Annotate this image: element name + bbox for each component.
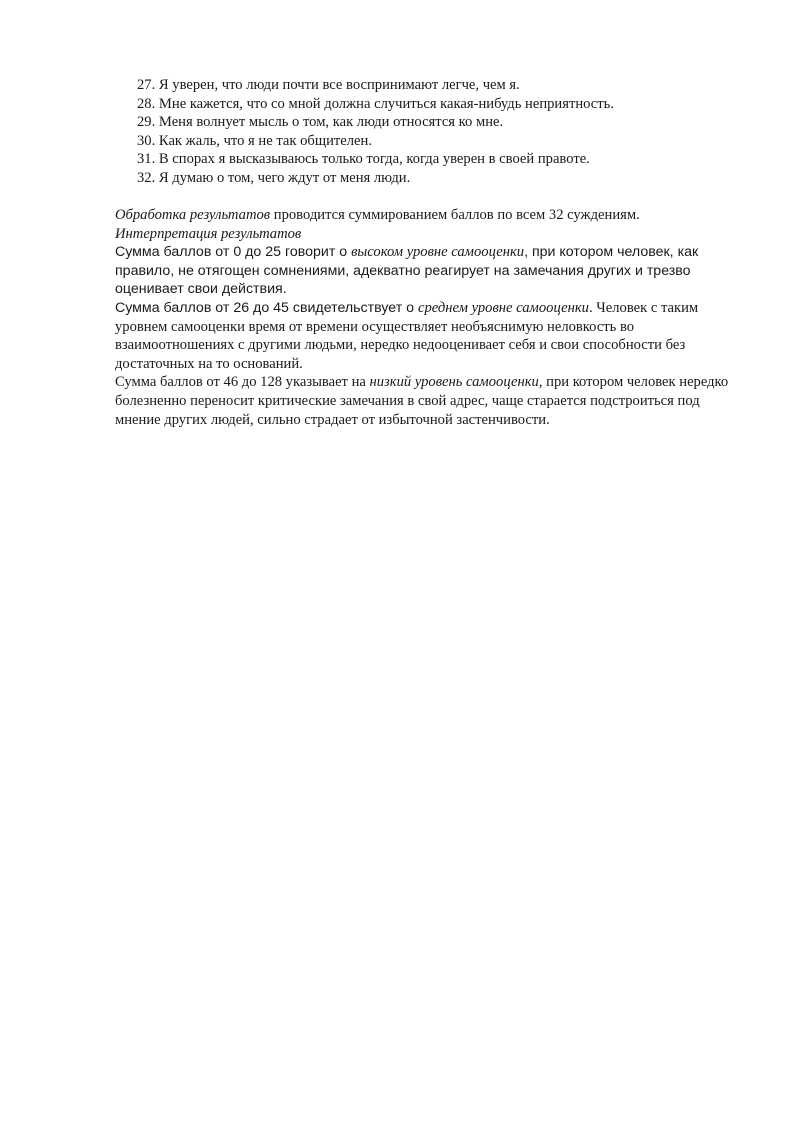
medium-level-paragraph <box>115 299 740 373</box>
item-number: 27. <box>137 77 156 93</box>
low-level-suffix: , при котором человек нередко болезненно переносит критические замечания в свой адрес, чаще старается подстроиться под мнение других людей, сильно страдает от избыточной застенчивости. <box>115 374 729 428</box>
item-number: 28. <box>137 95 156 112</box>
list-item <box>115 113 735 132</box>
low-level-term: низкий уровень самооценки <box>369 374 539 391</box>
low-level-prefix: Сумма баллов от 46 до 128 указывает на <box>115 374 370 391</box>
low-level-paragraph <box>115 373 740 429</box>
medium-level-term: среднем уровне самооценки <box>418 299 589 316</box>
item-number: 31. <box>137 151 156 168</box>
list-item <box>115 150 735 169</box>
high-level-prefix: Сумма баллов от 0 до 25 говорит о <box>115 244 352 261</box>
medium-level-suffix: . Человек с таким уровнем самооценки время от времени осуществляет необъяснимую неловкость во взаимоотношениях с другими людьми, нередко недооценивает себя и свои способности без достаточных на то оснований. <box>115 299 699 372</box>
question-list <box>115 76 735 188</box>
high-level-suffix: , при котором человек, как правило, не отягощен сомнениями, адекватно реагирует на замечания других и трезво оценивает свои действия. <box>115 244 699 298</box>
interpretation-heading <box>115 225 740 244</box>
list-item <box>115 95 735 114</box>
item-text: Меня волнует мысль о том, как люди относятся ко мне. <box>158 114 504 131</box>
item-text: Мне кажется, что со мной должна случиться какая-нибудь неприятность. <box>158 95 614 112</box>
item-text: В спорах я высказываюсь только тогда, когда уверен в своей правоте. <box>158 151 590 168</box>
list-item <box>115 169 735 188</box>
high-level-paragraph <box>115 243 740 299</box>
list-item <box>115 132 735 151</box>
high-level-term: высоком уровне самооценки <box>351 244 525 261</box>
processing-paragraph <box>115 206 740 225</box>
item-text: Я уверен, что люди почти все воспринимают легче, чем я. <box>158 77 520 93</box>
medium-level-prefix: Сумма баллов от 26 до 45 свидетельствует о <box>115 299 418 316</box>
processing-text: проводится суммированием баллов по всем 32 суждениям. <box>270 207 640 223</box>
item-text: Как жаль, что я не так общителен. <box>158 132 372 149</box>
item-number: 32. <box>137 169 156 186</box>
item-number: 29. <box>137 114 156 131</box>
item-text: Я думаю о том, чего ждут от меня люди. <box>158 169 411 186</box>
interpretation-title: Интерпретация результатов <box>115 225 302 242</box>
list-item <box>115 76 735 95</box>
results-section <box>115 206 740 429</box>
processing-label: Обработка результатов <box>115 207 271 223</box>
item-number: 30. <box>137 132 156 149</box>
